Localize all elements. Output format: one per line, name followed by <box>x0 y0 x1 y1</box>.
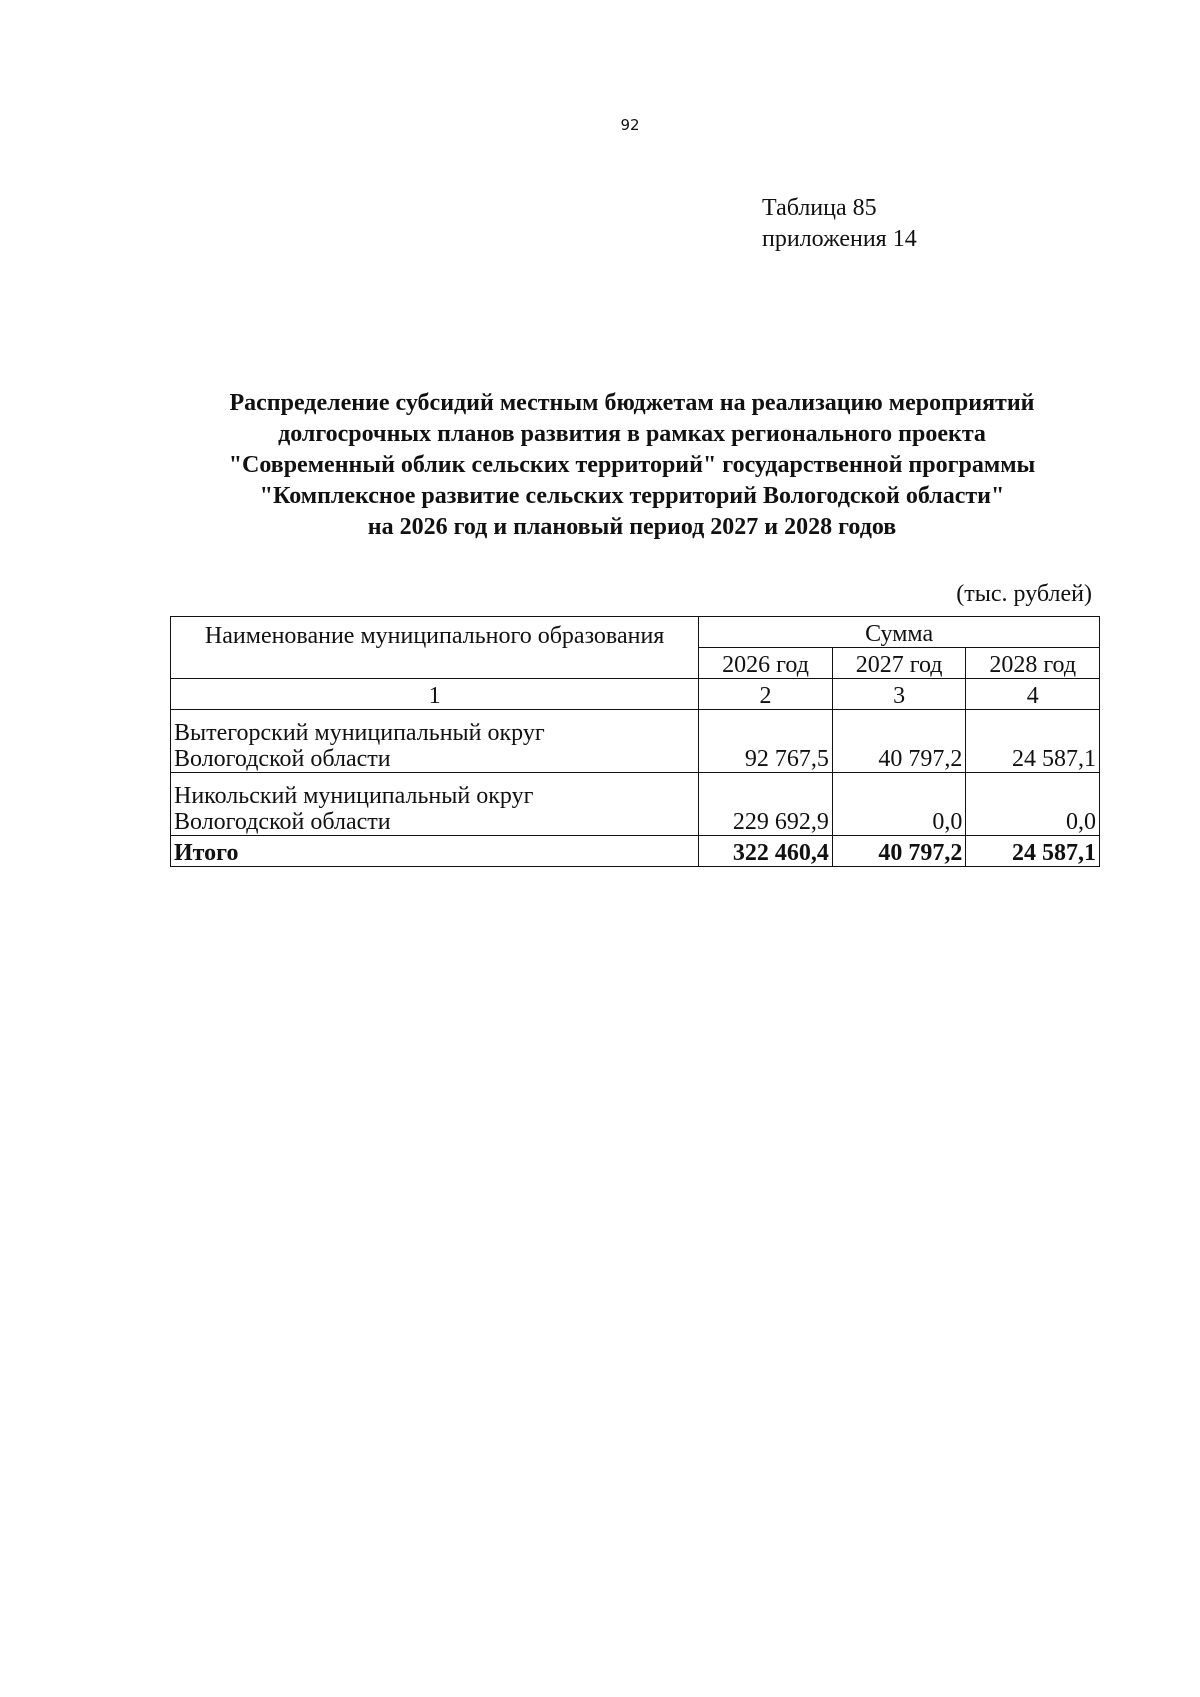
municipality-name <box>171 773 699 836</box>
municipality-name-line-2: Вологодской области <box>174 746 391 772</box>
header-year-2027: 2027 год <box>832 648 966 679</box>
appendix-reference <box>762 193 917 255</box>
total-2027: 40 797,2 <box>832 836 966 867</box>
appendix-table-label: Таблица 85 <box>762 195 877 221</box>
column-number: 4 <box>966 679 1100 710</box>
table-row <box>171 773 1100 836</box>
total-row <box>171 836 1100 867</box>
value-2027: 0,0 <box>832 773 966 836</box>
appendix-label: приложения 14 <box>762 226 917 252</box>
column-number: 2 <box>699 679 833 710</box>
column-number-row <box>171 679 1100 710</box>
total-2028: 24 587,1 <box>966 836 1100 867</box>
header-sum: Сумма <box>699 617 1100 648</box>
table-row <box>171 710 1100 773</box>
municipality-name-line-1: Вытегорский муниципальный округ <box>174 720 545 746</box>
document-title <box>160 388 1104 543</box>
title-line-4: "Комплексное развитие сельских территорий Вологодской области" <box>259 483 1005 509</box>
municipality-name-line-2: Вологодской области <box>174 809 391 835</box>
column-number: 1 <box>171 679 699 710</box>
header-year-2026: 2026 год <box>699 648 833 679</box>
value-2026: 229 692,9 <box>699 773 833 836</box>
municipality-name-line-1: Никольский муниципальный округ <box>174 783 534 809</box>
value-2028: 0,0 <box>966 773 1100 836</box>
total-2026: 322 460,4 <box>699 836 833 867</box>
value-2027: 40 797,2 <box>832 710 966 773</box>
total-label: Итого <box>171 836 699 867</box>
header-municipality: Наименование муниципального образования <box>171 617 699 679</box>
header-year-2028: 2028 год <box>966 648 1100 679</box>
title-line-1: Распределение субсидий местным бюджетам на реализацию мероприятий <box>229 390 1035 416</box>
value-2026: 92 767,5 <box>699 710 833 773</box>
page-number: 92 <box>620 116 640 134</box>
value-2028: 24 587,1 <box>966 710 1100 773</box>
column-number: 3 <box>832 679 966 710</box>
units-label: (тыс. рублей) <box>956 581 1092 607</box>
title-line-2: долгосрочных планов развития в рамках регионального проекта <box>278 421 986 447</box>
subsidy-table <box>170 616 1100 867</box>
title-line-3: "Современный облик сельских территорий" государственной программы <box>228 452 1036 478</box>
title-line-5: на 2026 год и плановый период 2027 и 2028 годов <box>367 514 897 540</box>
table-header-row <box>171 617 1100 648</box>
municipality-name <box>171 710 699 773</box>
